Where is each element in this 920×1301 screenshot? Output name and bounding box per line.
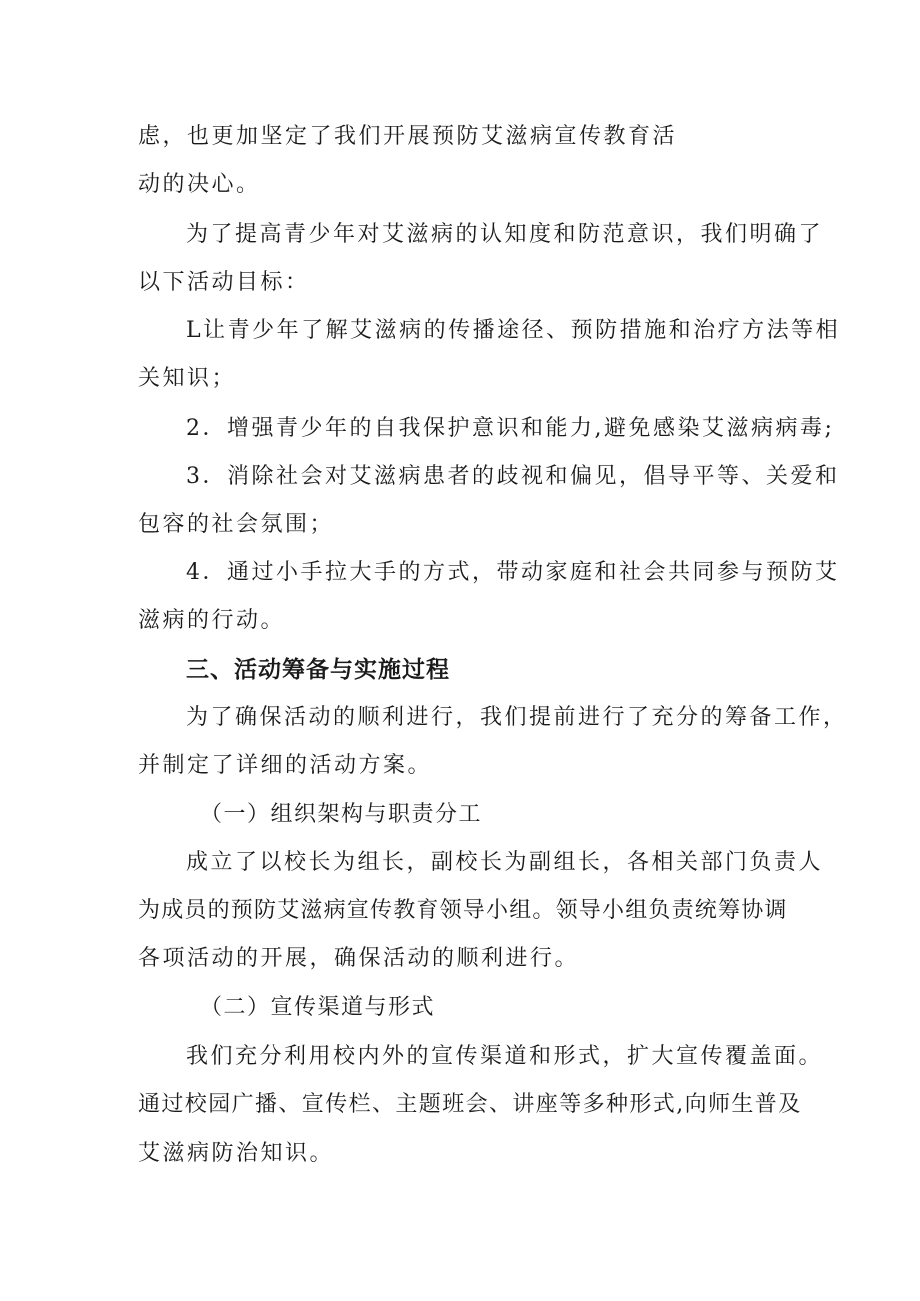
paragraph-line: 各项活动的开展，确保活动的顺利进行。	[138, 946, 580, 971]
list-item-3: 3．消除社会对艾滋病患者的歧视和偏见，倡导平等、关爱和	[186, 464, 840, 489]
list-item-3-continued: 包容的社会氛围；	[138, 512, 335, 537]
paragraph-line: 成立了以校长为组长，副校长为副组长，各相关部门负责人	[186, 850, 824, 875]
paragraph-line: 以下活动目标：	[138, 270, 310, 295]
paragraph-line: 我们充分利用校内外的宣传渠道和形式，扩大宣传覆盖面。	[186, 1044, 824, 1069]
paragraph-line: 为成员的预防艾滋病宣传教育领导小组。领导小组负责统筹协调	[138, 898, 788, 923]
list-item-1-continued: 关知识；	[138, 366, 237, 391]
paragraph-line: 为了确保活动的顺利进行，我们提前进行了充分的筹备工作，	[186, 705, 848, 730]
paragraph-line: 并制定了详细的活动方案。	[138, 753, 433, 778]
paragraph-line: 艾滋病防治知识。	[138, 1141, 335, 1166]
paragraph-line: 为了提高青少年对艾滋病的认知度和防范意识，我们明确了	[186, 222, 824, 247]
list-item-4-continued: 滋病的行动。	[138, 608, 286, 633]
list-item-2: 2．增强青少年的自我保护意识和能力,避免感染艾滋病病毒;	[186, 416, 835, 441]
list-item-1: L让青少年了解艾滋病的传播途径、预防措施和治疗方法等相	[186, 318, 841, 343]
subsection-heading: （二）宣传渠道与形式	[200, 995, 436, 1020]
paragraph-line: 虑，也更加坚定了我们开展预防艾滋病宣传教育活	[138, 124, 678, 149]
paragraph-line: 通过校园广播、宣传栏、主题班会、讲座等多种形式,向师生普及	[138, 1092, 802, 1117]
list-item-4: 4．通过小手拉大手的方式，带动家庭和社会共同参与预防艾	[186, 560, 840, 585]
subsection-heading: （一）组织架构与职责分工	[200, 802, 483, 827]
section-heading: 三、活动筹备与实施过程	[186, 657, 450, 683]
paragraph-line: 动的决心。	[138, 172, 261, 197]
